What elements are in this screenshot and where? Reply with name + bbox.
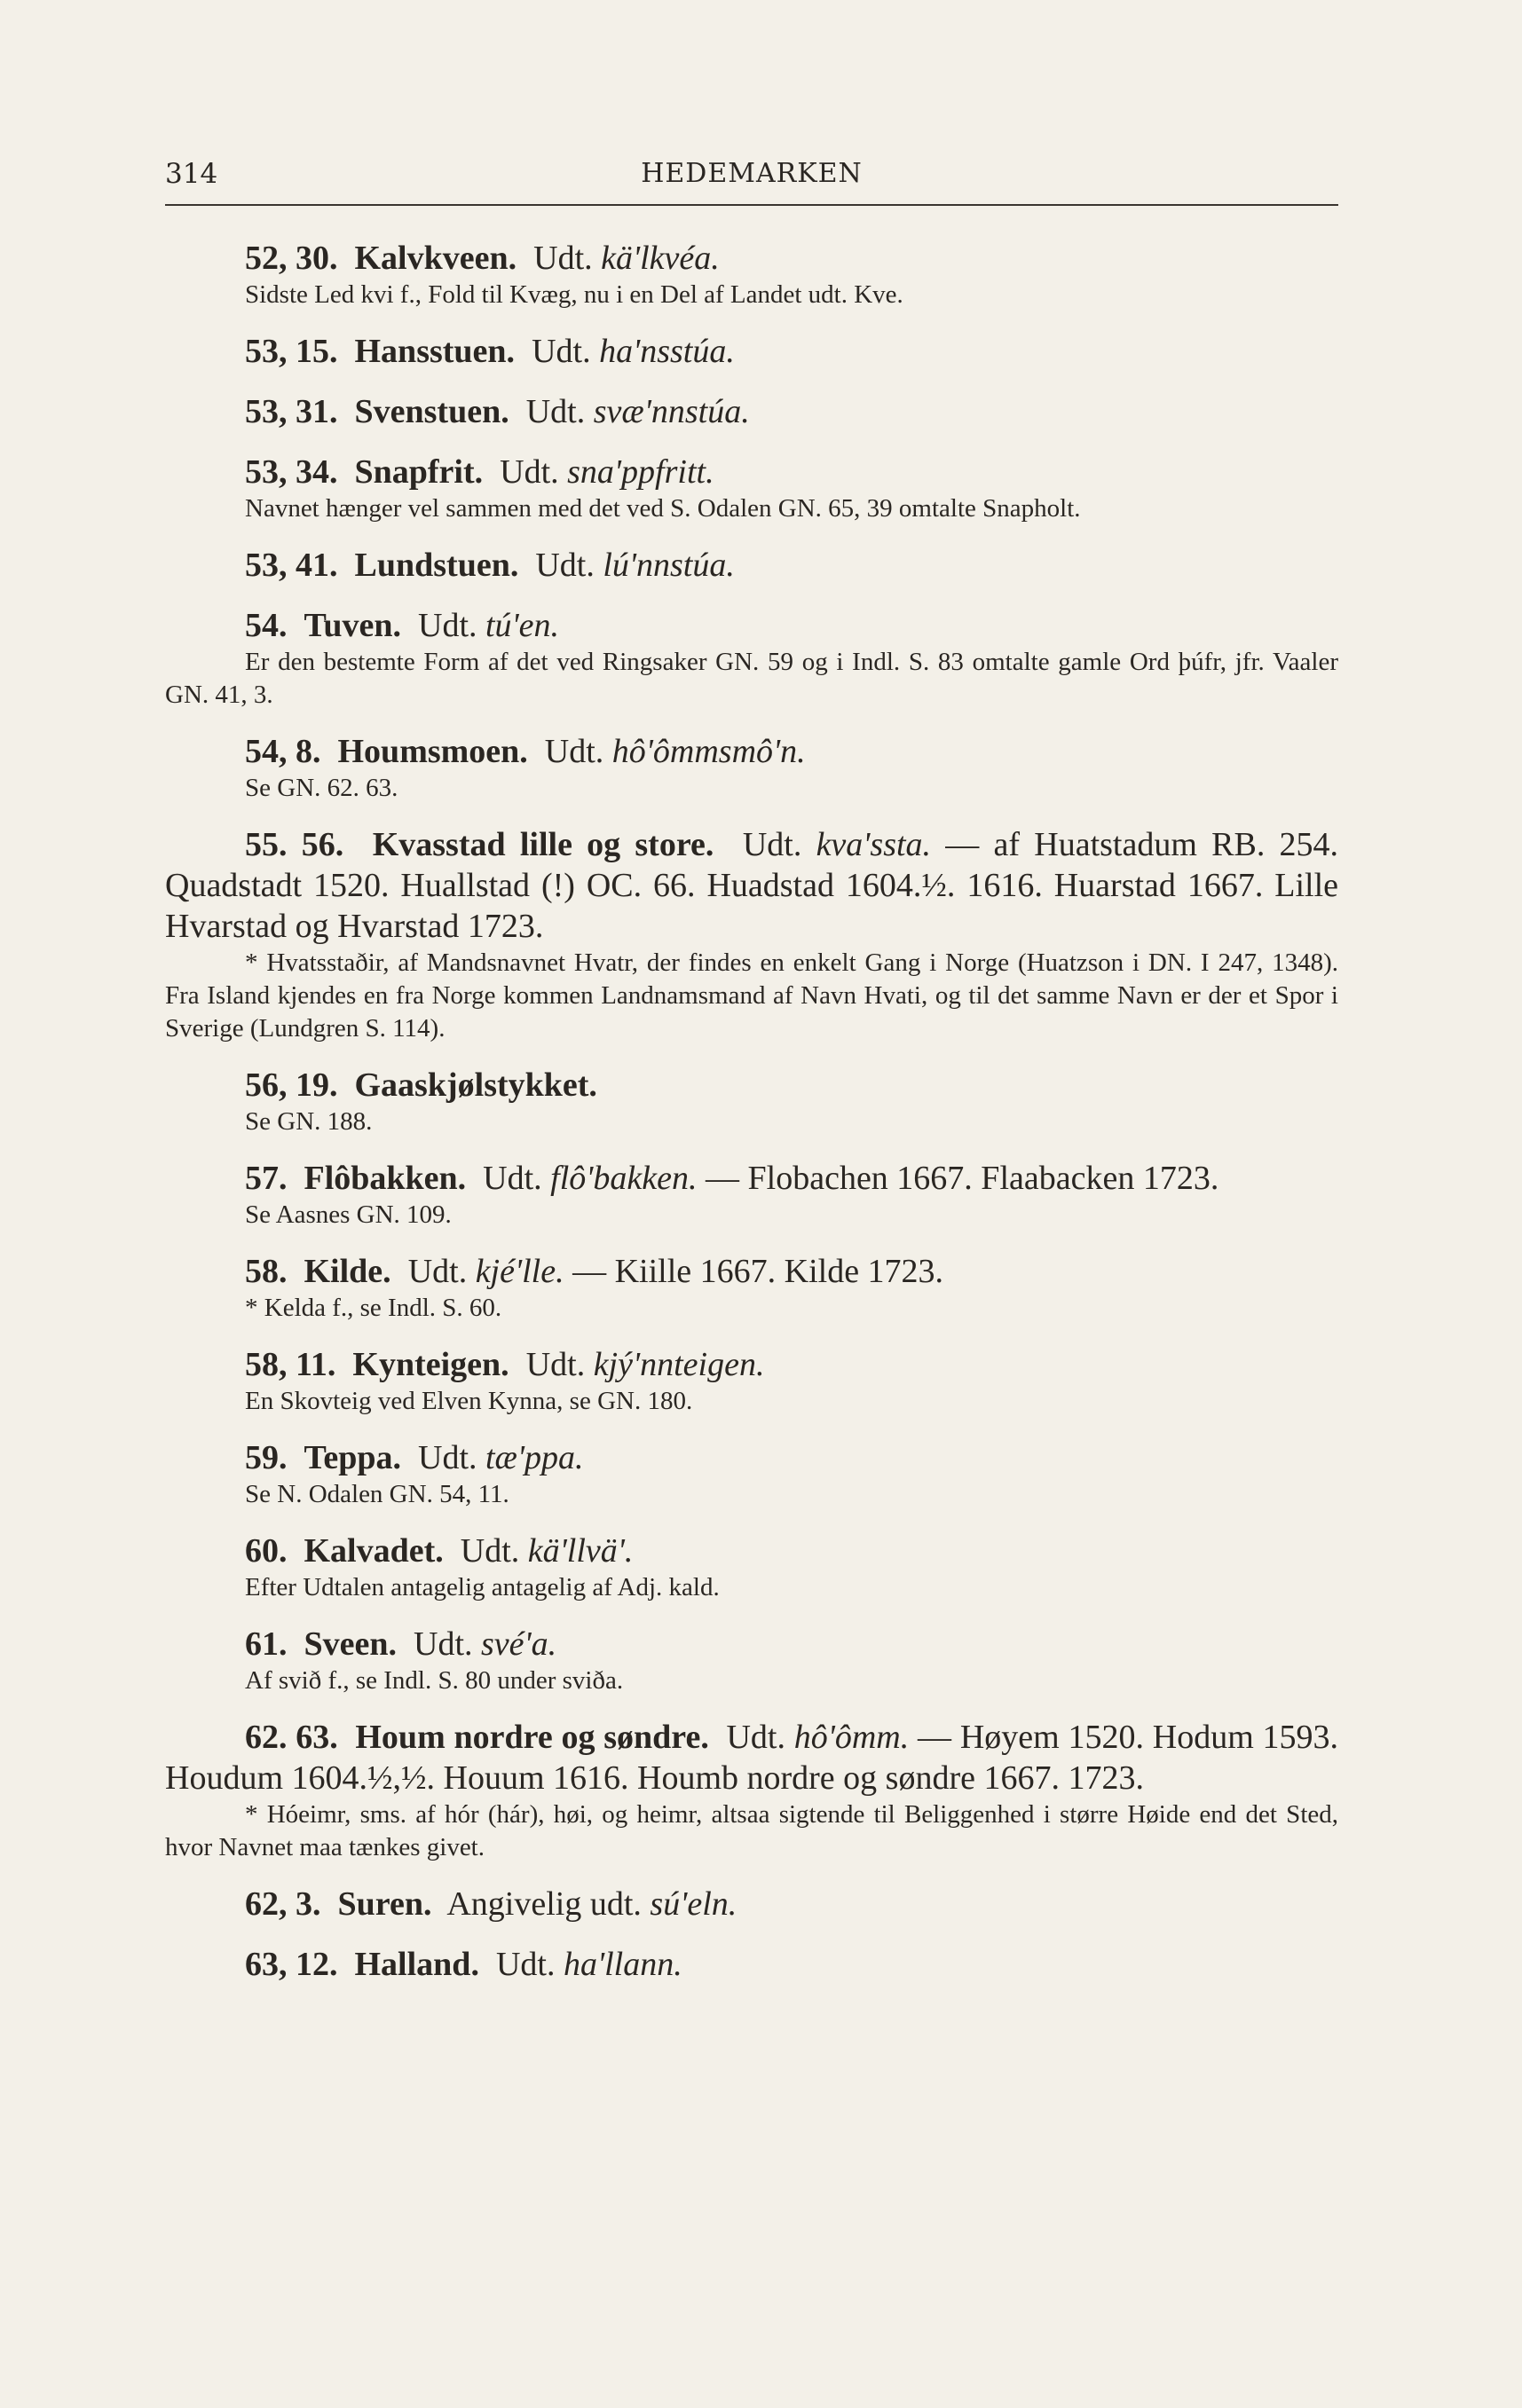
entry-note: Af svið f., se Indl. S. 80 under sviða.	[245, 1666, 624, 1695]
entry-headline: 61. Sveen. Udt. své'a.	[245, 1625, 557, 1663]
entry-headline: 62. 63. Houm nordre og søndre. Udt. hô'ômm. — Høyem 1520. Hodum 1593. Houdum 1604.½,½. Houum 1616. Houmb nordre og søndre 1667. 1723.	[165, 1719, 1339, 1797]
entry-headline: 54. Tuven. Udt. tú'en.	[245, 607, 560, 644]
entry-headline: 57. Flôbakken. Udt. flô'bakken. — Flobachen 1667. Flaabacken 1723.	[245, 1160, 1219, 1197]
entry-headline: 53, 41. Lundstuen. Udt. lú'nnstúa.	[245, 547, 735, 584]
entry-headline: 58, 11. Kynteigen. Udt. kjý'nnteigen.	[245, 1346, 765, 1383]
page-header	[165, 158, 1338, 206]
entry-note: Se GN. 188.	[245, 1107, 373, 1136]
entry-58-11	[165, 1344, 1338, 1418]
entry-headline: 59. Teppa. Udt. tæ'ppa.	[245, 1439, 584, 1476]
entry-61	[165, 1624, 1338, 1697]
entry-note: Se Aasnes GN. 109.	[245, 1200, 452, 1229]
entry-62-3	[165, 1884, 1338, 1924]
entry-54	[165, 605, 1338, 712]
entry-headline: 62, 3. Suren. Angivelig udt. sú'eln.	[245, 1885, 737, 1923]
entry-note: Sidste Led kvi f., Fold til Kvæg, nu i en Del af Landet udt. Kve.	[245, 280, 903, 309]
entry-headline: 53, 34. Snapfrit. Udt. sna'ppfritt.	[245, 453, 714, 491]
entry-54-8	[165, 731, 1338, 805]
entry-headline: 60. Kalvadet. Udt. kä'llvä'.	[245, 1532, 634, 1570]
entry-53-34	[165, 452, 1338, 525]
entry-55-56	[165, 824, 1338, 1045]
entry-52-30	[165, 238, 1338, 311]
entry-note: Se N. Odalen GN. 54, 11.	[245, 1480, 509, 1508]
entry-headline: 53, 31. Svenstuen. Udt. svæ'nnstúa.	[245, 393, 750, 430]
entry-headline: 52, 30. Kalvkveen. Udt. kä'lkvéa.	[245, 240, 720, 277]
entry-note: Er den bestemte Form af det ved Ringsaker GN. 59 og i Indl. S. 83 omtalte gamle Ord þúfr, jfr. Vaaler GN. 41, 3.	[165, 648, 1338, 709]
entry-57	[165, 1158, 1338, 1232]
entry-62-63	[165, 1717, 1338, 1864]
entry-60	[165, 1531, 1338, 1604]
entry-note: En Skovteig ved Elven Kynna, se GN. 180.	[245, 1387, 693, 1415]
entry-59	[165, 1437, 1338, 1511]
entry-53-31	[165, 391, 1338, 432]
entry-headline: 56, 19. Gaaskjølstykket.	[245, 1066, 597, 1104]
entry-58	[165, 1251, 1338, 1325]
entry-headline: 58. Kilde. Udt. kjé'lle. — Kiille 1667. Kilde 1723.	[245, 1253, 944, 1290]
entries-list	[165, 238, 1338, 2004]
page-number: 314	[165, 158, 218, 190]
entry-note: Se GN. 62. 63.	[245, 774, 398, 802]
entry-53-41	[165, 545, 1338, 586]
entry-56-19	[165, 1065, 1338, 1138]
entry-note: * Hvatsstaðir, af Mandsnavnet Hvatr, der findes en enkelt Gang i Norge (Huatzson i DN. I 247, 1348). Fra Island kjendes en fra Norge kommen Landnamsmand af Navn Hvati, og til det samme Navn er der et Spor i Sverige (Lundgren S. 114).	[165, 948, 1338, 1043]
entry-note: * Hóeimr, sms. af hór (hár), høi, og heimr, altsaa sigtende til Beliggenhed i større Høide end det Sted, hvor Navnet maa tænkes givet.	[165, 1800, 1338, 1861]
entry-headline: 55. 56. Kvasstad lille og store. Udt. kva'ssta. — af Huatstadum RB. 254. Quadstadt 1520. Huallstad (!) OC. 66. Huadstad 1604.½. 1616. Huarstad 1667. Lille Hvarstad og Hvarstad 1723.	[165, 826, 1339, 945]
entry-note: Navnet hænger vel sammen med det ved S. Odalen GN. 65, 39 omtalte Snapholt.	[245, 494, 1081, 523]
entry-headline: 63, 12. Halland. Udt. ha'llann.	[245, 1946, 682, 1983]
entry-headline: 53, 15. Hansstuen. Udt. ha'nsstúa.	[245, 333, 735, 370]
entry-63-12	[165, 1944, 1338, 1985]
entry-note: * Kelda f., se Indl. S. 60.	[245, 1294, 502, 1322]
entry-53-15	[165, 331, 1338, 372]
running-title: HEDEMARKEN	[641, 158, 863, 189]
entry-headline: 54, 8. Houmsmoen. Udt. hô'ômmsmô'n.	[245, 733, 806, 770]
entry-note: Efter Udtalen antagelig antagelig af Adj. kald.	[245, 1573, 720, 1601]
